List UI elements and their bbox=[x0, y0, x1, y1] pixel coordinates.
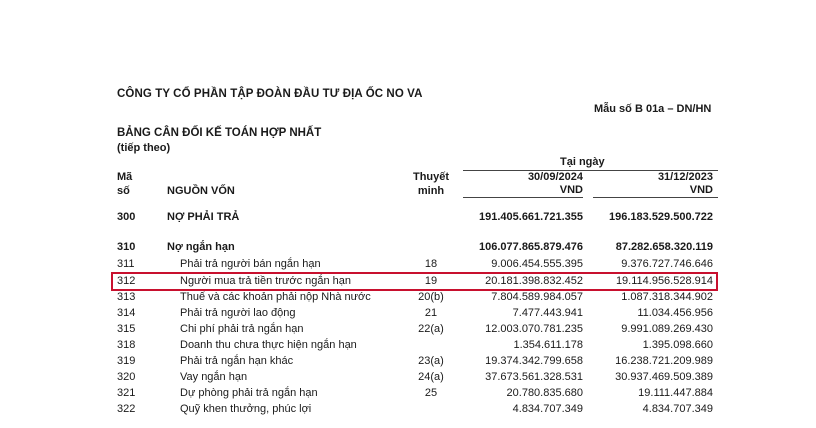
row-value-2024: 20.181.398.832.452 bbox=[485, 275, 583, 287]
row-note: 22(a) bbox=[418, 323, 444, 335]
table-row bbox=[0, 323, 816, 339]
row-value-2024: 37.673.561.328.531 bbox=[485, 371, 583, 383]
row-value-2023: 19.114.956.528.914 bbox=[615, 275, 713, 287]
group-header-date: Tại ngày bbox=[560, 156, 605, 168]
table-row bbox=[0, 403, 816, 419]
row-name: Vay ngắn hạn bbox=[180, 371, 248, 383]
row-note: 25 bbox=[424, 387, 438, 399]
table-row bbox=[0, 371, 816, 387]
row-value-2023: 9.376.727.746.646 bbox=[621, 258, 713, 270]
row-value-2023: 9.991.089.269.430 bbox=[621, 323, 713, 335]
row-value-2024: 20.780.835.680 bbox=[506, 387, 583, 399]
statement-title: BẢNG CÂN ĐỐI KẾ TOÁN HỢP NHẤT bbox=[117, 127, 322, 139]
table-row bbox=[0, 241, 816, 257]
row-value-2023: 87.282.658.320.119 bbox=[615, 241, 713, 253]
row-code: 311 bbox=[117, 258, 135, 270]
row-value-2023: 19.111.447.884 bbox=[638, 387, 713, 399]
table-row bbox=[0, 211, 816, 227]
row-value-2024: 1.354.611.178 bbox=[513, 339, 583, 351]
col-currency2-header: VND bbox=[689, 184, 713, 196]
row-value-2024: 106.077.865.879.476 bbox=[479, 241, 583, 253]
row-code: 312 bbox=[117, 275, 136, 287]
form-number: Mẫu số B 01a – DN/HN bbox=[594, 103, 712, 115]
row-name: Quỹ khen thưởng, phúc lợi bbox=[180, 403, 312, 415]
row-name: Phải trả người bán ngắn hạn bbox=[180, 258, 321, 270]
row-note: 23(a) bbox=[418, 355, 444, 367]
row-name: NỢ PHẢI TRẢ bbox=[167, 211, 240, 223]
col-source-header: NGUỒN VỐN bbox=[167, 185, 235, 197]
row-code: 318 bbox=[117, 339, 136, 351]
statement-subtitle: (tiếp theo) bbox=[117, 142, 171, 154]
row-code: 321 bbox=[117, 387, 136, 399]
row-name: Thuế và các khoản phải nộp Nhà nước bbox=[180, 291, 371, 303]
col-date2-header: 31/12/2023 bbox=[657, 171, 713, 183]
row-value-2024: 4.834.707.349 bbox=[512, 403, 583, 415]
row-value-2023: 1.395.098.660 bbox=[642, 339, 713, 351]
company-name: CÔNG TY CỔ PHẦN TẬP ĐOÀN ĐẦU TƯ ĐỊA ỐC NO VA bbox=[117, 88, 423, 100]
table-row bbox=[0, 387, 816, 403]
row-note: 18 bbox=[424, 258, 438, 270]
table-row bbox=[0, 355, 816, 371]
row-code: 320 bbox=[117, 371, 136, 383]
col-currency1-header: VND bbox=[559, 184, 583, 196]
row-code: 322 bbox=[117, 403, 136, 415]
row-code: 319 bbox=[117, 355, 136, 367]
row-name: Phải trả người lao động bbox=[180, 307, 296, 319]
col-date1-rule bbox=[463, 197, 583, 198]
row-value-2024: 7.477.443.941 bbox=[512, 307, 583, 319]
row-note: 21 bbox=[424, 307, 438, 319]
table-row bbox=[0, 339, 816, 355]
col-note-header-1: Thuyết bbox=[412, 171, 450, 183]
col-code-header-2: số bbox=[117, 185, 130, 197]
highlight-box bbox=[111, 272, 718, 291]
row-value-2024: 12.003.070.781.235 bbox=[485, 323, 583, 335]
row-note: 20(b) bbox=[418, 291, 444, 303]
row-value-2023: 196.183.529.500.722 bbox=[609, 211, 713, 223]
row-code: 315 bbox=[117, 323, 136, 335]
row-value-2023: 1.087.318.344.902 bbox=[621, 291, 713, 303]
row-value-2024: 19.374.342.799.658 bbox=[485, 355, 583, 367]
row-value-2024: 9.006.454.555.395 bbox=[491, 258, 583, 270]
row-code: 313 bbox=[117, 291, 136, 303]
row-name: Phải trả ngắn hạn khác bbox=[180, 355, 294, 367]
row-value-2024: 7.804.589.984.057 bbox=[491, 291, 583, 303]
row-value-2023: 30.937.469.509.389 bbox=[615, 371, 713, 383]
row-name: Chi phí phải trả ngắn hạn bbox=[180, 323, 304, 335]
row-name: Nợ ngắn hạn bbox=[167, 241, 235, 253]
row-value-2024: 191.405.661.721.355 bbox=[479, 211, 583, 223]
col-note-header-2: minh bbox=[417, 185, 445, 197]
row-name: Doanh thu chưa thực hiện ngắn hạn bbox=[180, 339, 357, 351]
row-note: 19 bbox=[424, 275, 438, 287]
row-value-2023: 11.034.456.956 bbox=[637, 307, 713, 319]
row-value-2023: 16.238.721.209.989 bbox=[615, 355, 713, 367]
table-row bbox=[0, 291, 816, 307]
col-date1-header: 30/09/2024 bbox=[527, 171, 583, 183]
row-note: 24(a) bbox=[418, 371, 444, 383]
row-code: 310 bbox=[117, 241, 136, 253]
row-name: Dự phòng phải trả ngắn hạn bbox=[180, 387, 318, 399]
row-value-2023: 4.834.707.349 bbox=[642, 403, 713, 415]
col-code-header-1: Mã bbox=[117, 171, 133, 183]
col-date2-rule bbox=[593, 197, 718, 198]
row-code: 300 bbox=[117, 211, 136, 223]
table-row bbox=[0, 307, 816, 323]
row-name: Người mua trả tiền trước ngắn hạn bbox=[180, 275, 352, 287]
row-code: 314 bbox=[117, 307, 136, 319]
